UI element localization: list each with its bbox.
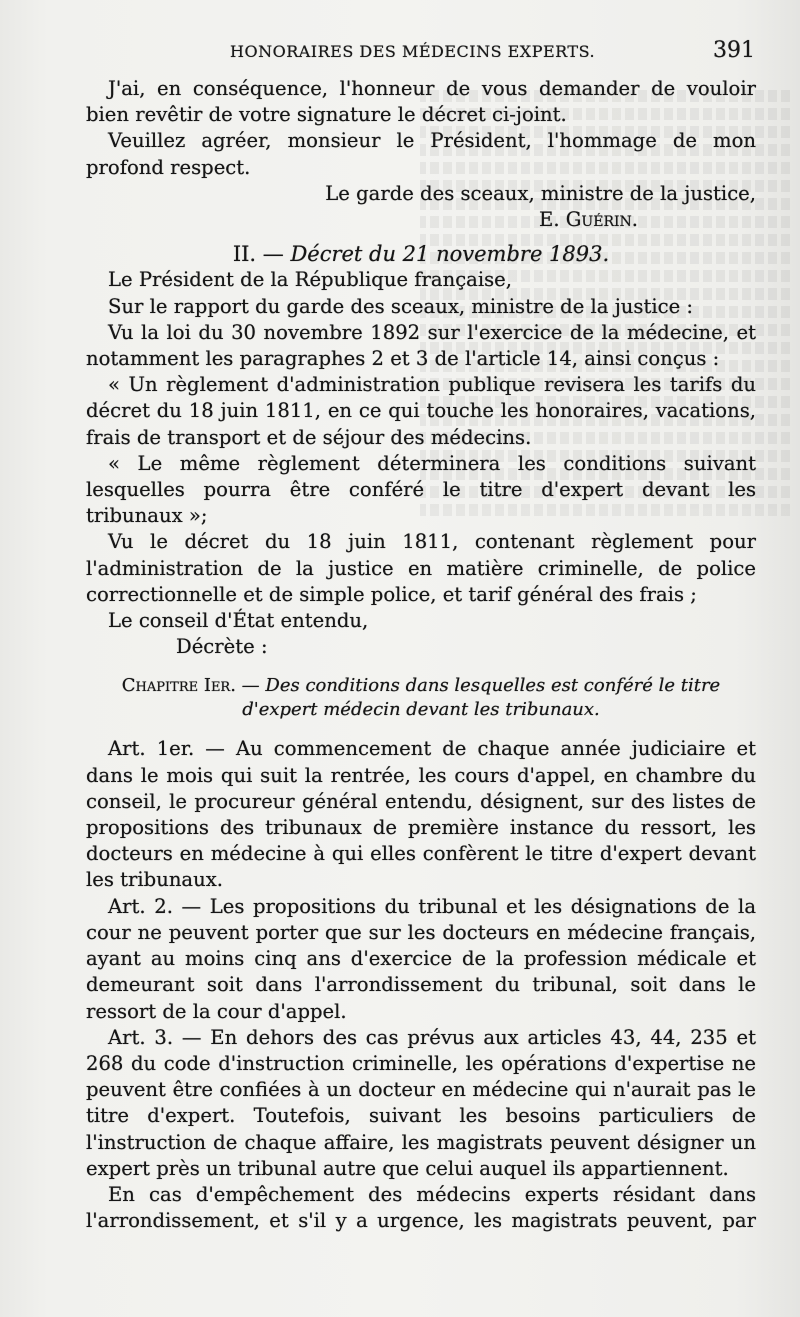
decree-line-vu-decret: Vu le décret du 18 juin 1811, contenant règlement pour l'administration de la justice en matière criminelle, de police correctionnelle et de simple police, et tarif général des frais ; bbox=[86, 530, 756, 606]
decree-decrete: Décrète : bbox=[176, 635, 268, 659]
signature-name: E. Guérin. bbox=[539, 208, 638, 232]
page-number: 391 bbox=[713, 38, 755, 63]
running-title: HONORAIRES DES MÉDECINS EXPERTS. bbox=[230, 42, 596, 61]
decree-line-president: Le Président de la République française, bbox=[108, 268, 512, 292]
decree-heading bbox=[86, 241, 756, 267]
letter-paragraph-2: Veuillez agréer, monsieur le Président, l'hommage de mon profond respect. bbox=[86, 129, 756, 179]
signature-title: Le garde des sceaux, ministre de la justice, bbox=[325, 181, 756, 205]
decree-title: Décret du 21 novembre 1893. bbox=[290, 242, 610, 267]
decree-line-conseil: Le conseil d'État entendu, bbox=[108, 609, 369, 633]
chapter-title: — Des conditions dans lesquelles est conféré le titre d'expert médecin devant les tribunaux. bbox=[235, 675, 721, 721]
body-text bbox=[86, 76, 756, 1234]
article-2: Art. 2. — Les propositions du tribunal et les désignations de la cour ne peuvent porter que sur les docteurs en médecine français, ayant au moins cinq ans d'exercice de la profession médicale et demeurant soit dans l'arrondissement du tribunal, soit dans le ressort de la cour d'appel. bbox=[86, 894, 756, 1023]
article-3: Art. 3. — En dehors des cas prévus aux articles 43, 44, 235 et 268 du code d'instruction criminelle, les opérations d'expertise ne peuvent être confiées à un docteur en médecine qui n'aurait pas le titre d'expert. Toutefois, suivant les besoins particuliers de l'instruction de chaque affaire, les magistrats peuvent désigner un expert près un tribunal autre que celui auquel ils appartiennent. bbox=[86, 1025, 756, 1180]
decree-line-rapport: Sur le rapport du garde des sceaux, ministre de la justice : bbox=[108, 294, 694, 318]
decree-number: II. — bbox=[232, 242, 291, 267]
letter-paragraph-1: J'ai, en conséquence, l'honneur de vous demander de vouloir bien revêtir de votre signature le décret ci-joint. bbox=[86, 77, 756, 127]
article-3-continued: En cas d'empêchement des médecins experts résidant dans l'arrondissement, et s'il y a urgence, les magistrats peuvent, par bbox=[86, 1182, 756, 1233]
chapter-heading bbox=[86, 674, 756, 722]
chapter-label: Chapitre Ier. bbox=[121, 675, 236, 697]
article-1: Art. 1er. — Au commencement de chaque année judiciaire et dans le mois qui suit la rentrée, les cours d'appel, en chambre du conseil, le procureur général entendu, désignent, sur des listes de propositions des tribunaux de première instance du ressort, les docteurs en médecine à qui elles confèrent le titre d'expert devant les tribunaux. bbox=[86, 737, 756, 892]
decree-quote-2: « Le même règlement déterminera les conditions suivant lesquelles pourra être conféré le titre d'expert devant les tribunaux »; bbox=[86, 451, 756, 528]
decree-quote-1: « Un règlement d'administration publique revisera les tarifs du décret du 18 juin 1811, en ce qui touche les honoraires, vacations, frais de transport et de séjour des médecins. bbox=[86, 373, 756, 449]
page-header bbox=[90, 38, 755, 66]
decree-line-vu-loi: Vu la loi du 30 novembre 1892 sur l'exercice de la médecine, et notamment les paragraphes 2 et 3 de l'article 14, ainsi conçus : bbox=[86, 320, 756, 371]
